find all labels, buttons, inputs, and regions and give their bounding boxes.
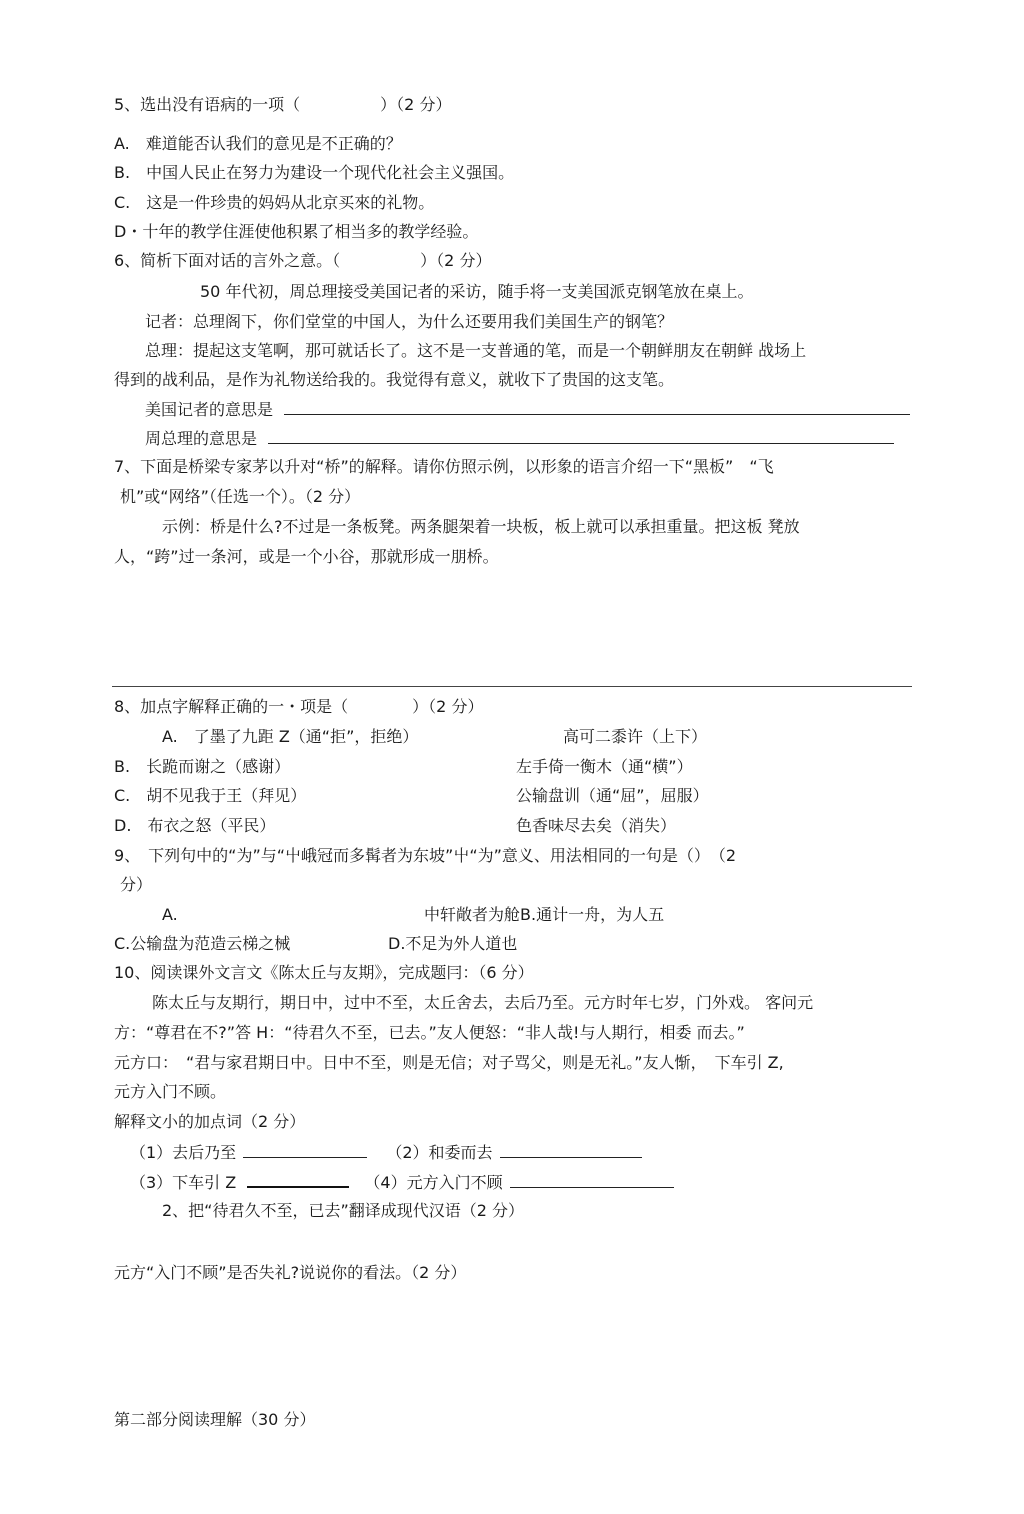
q5-option-c: C. 这是一件珍贵的妈妈从北京买來的礼物。 (114, 193, 435, 212)
q7-stem-line-1: 7、下面是桥梁专家茅以升对“桥”的解释。请你仿照示例，以形象的语言介绍一下“黑板” “飞 (114, 457, 774, 476)
q10-passage-line-3: 元方口： “君与家君期日中。日中不至，则是无信；对子骂父，则是无礼。”友人惭， 下车引 Z, (114, 1053, 784, 1072)
q6-us-label: 美国记者的意思是 (145, 400, 274, 419)
q5-option-a: A. 难道能否认我们的意见是不正确的？ (114, 134, 402, 153)
q10-passage-line-1: 陈太丘与友期行，期日中，过中不至，太丘舍去，去后乃至。元方时年七岁，门外戏。 客问元 (152, 993, 814, 1012)
q8-option-b-right: 左手倚一衡木（通“横”） (516, 757, 693, 776)
q10-word-4-blank[interactable] (510, 1171, 674, 1188)
q8-option-c-left: C. 胡不见我于王（拜见） (114, 786, 307, 805)
q10-word-row-2 (130, 1170, 674, 1194)
q6-premier-line-1: 总理：提起这支笔啊，那可就话长了。这不是一支普通的笔，而是一个朝鲜朋友在朝鲜 战场上 (145, 341, 807, 360)
q7-example-line-2: 人，“跨”过一条河，或是一个小谷，那就形成一朋桥。 (114, 547, 499, 566)
q10-word-2-blank[interactable] (500, 1141, 642, 1158)
q6-us-answer-row (145, 398, 910, 421)
q9-option-c: C.公输盘为范造云梯之械 (114, 934, 291, 953)
q8-option-a-left: A. 了墨了九距 Z（通“拒”，拒绝） (162, 727, 419, 746)
q5-stem: 5、选出没有语病的一项（ ）（2 分） (114, 95, 452, 114)
q10-word-4: （4）元方入门不顾 (364, 1173, 503, 1192)
q6-us-answer-blank[interactable] (284, 398, 910, 415)
answer-area-divider (112, 686, 912, 687)
q9-stem-line-1: 9、 下列句中的“为”与“屮峨冠而多髯者为东坡”屮“为”意义、用法相同的一句是（） （2 (114, 846, 737, 865)
q6-zhou-answer-blank[interactable] (268, 427, 894, 444)
q9-option-d: D.不足为外人道也 (388, 934, 518, 953)
q5-option-b: B. 中国人民止在努力为建设一个现代化社会主义强国。 (114, 163, 515, 182)
q9-option-a-label: A. (162, 905, 178, 924)
q10-passage-line-4: 元方入门不顾。 (114, 1082, 227, 1101)
q6-zhou-answer-row (145, 427, 894, 450)
q9-stem-line-2: 分） (120, 875, 153, 894)
q7-stem-line-2: 机”或“网络”（任选一个）。（2 分） (120, 487, 361, 506)
q8-stem: 8、加点字解释正确的一・项是（ ）（2 分） (114, 697, 484, 716)
q6-premier-line-2: 得到的战利品，是作为礼物送给我的。我觉得有意义，就收下了贵国的这支笔。 (114, 370, 675, 389)
q10-word-3: （3）下车引 Z (130, 1173, 237, 1192)
q6-zhou-label: 周总理的意思是 (145, 429, 258, 448)
q10-opinion-task: 元方“入门不顾”是否失礼?说说你的看法。（2 分） (114, 1263, 467, 1282)
q8-option-d-right: 色香味尽去矣（消失） (516, 816, 677, 835)
q10-word-3-blank[interactable] (247, 1170, 349, 1188)
q10-translate-task: 2、把“待君久不至，已去”翻译成现代汉语（2 分） (162, 1201, 525, 1220)
q8-option-a-right: 高可二黍许（上下） (563, 727, 708, 746)
q8-option-d-left: D. 布衣之怒（平民） (114, 816, 276, 835)
q10-passage-line-2: 方：“尊君在不?”答 H：“待君久不至，已去。”友人便怒：“非人哉!与人期行，相委 而去。” (114, 1023, 745, 1042)
q8-option-b-left: B. 长跪而谢之（感谢） (114, 757, 291, 776)
q10-word-1-blank[interactable] (243, 1141, 367, 1158)
q5-option-d: D・十年的教学住涯使他积累了相当多的教学经验。 (114, 222, 479, 241)
q6-reporter-line: 记者：总理阁下，你们堂堂的中国人，为什么还要用我们美国生产的钢笔？ (145, 312, 674, 331)
part-two-heading: 第二部分阅读理解（30 分） (114, 1410, 316, 1429)
q10-word-1: （1）去后乃至 (130, 1143, 237, 1162)
q7-example-line-1: 示例：桥是什么?不过是一条板凳。两条腿架着一块板，板上就可以承担重量。把这板 凳放 (162, 517, 800, 536)
q9-option-a-b-text: 中轩敞者为舱B.通计一舟，为人五 (424, 905, 665, 924)
q6-context: 50 年代初，周总理接受美国记者的采访，随手将一支美国派克钢笔放在桌上。 (200, 282, 754, 301)
q10-sub-title: 解释文小的加点词（2 分） (114, 1112, 306, 1131)
q6-stem: 6、简析下面对话的言外之意。（ ）（2 分） (114, 251, 492, 270)
q10-word-row-1 (130, 1141, 642, 1164)
q10-word-2: （2）和委而去 (386, 1143, 493, 1162)
q10-stem: 10、阅读课外文言文《陈太丘与友期》，完成题冃：（6 分） (114, 963, 534, 982)
q8-option-c-right: 公输盘训（通“屈”，屈服） (516, 786, 709, 805)
